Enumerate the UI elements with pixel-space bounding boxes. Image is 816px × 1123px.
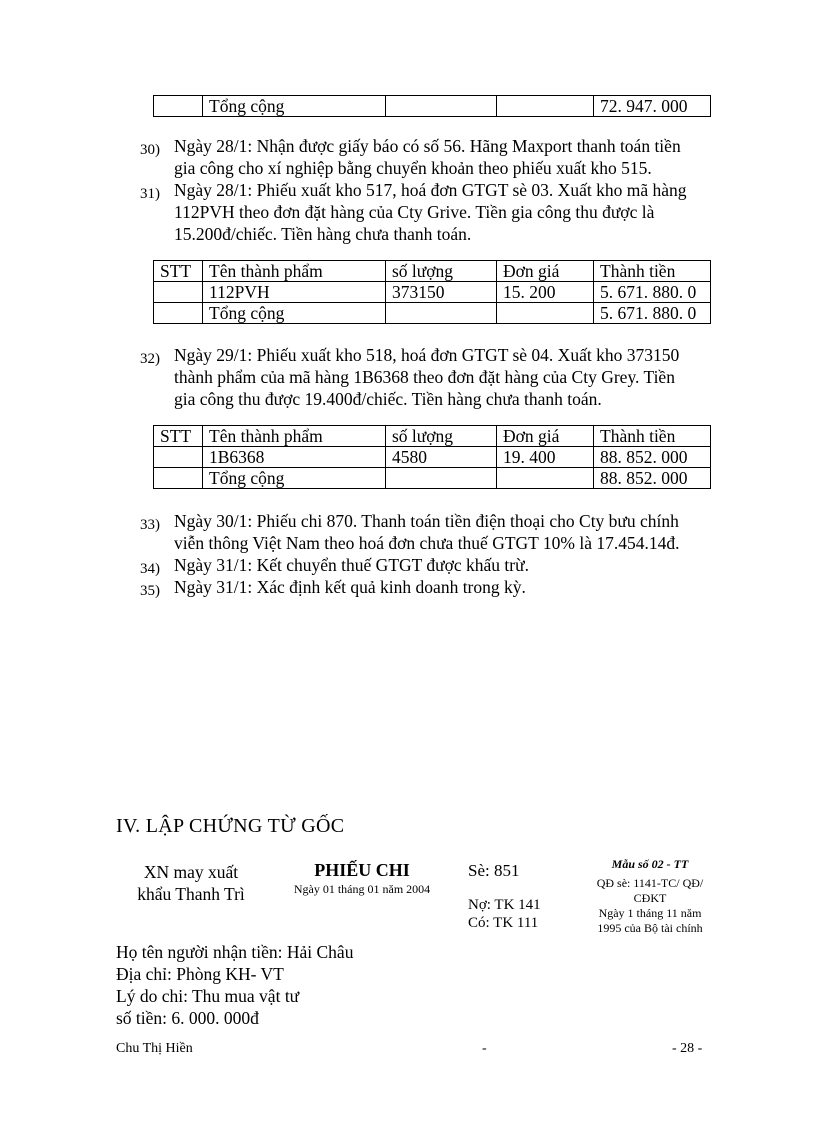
footer-dash: -	[482, 1041, 487, 1056]
table-112pvh	[153, 260, 711, 324]
item-number: 35)	[140, 583, 160, 599]
voucher-number: Sè: 851	[468, 861, 520, 880]
item-text-line: viễn thông Việt Nam theo hoá đơn chưa thuế GTGT 10% là 17.454.14đ.	[174, 533, 680, 553]
table-cell	[154, 96, 203, 117]
table-cell	[154, 468, 203, 489]
table-row-total	[154, 303, 711, 324]
table-cell	[386, 96, 497, 117]
table-cell	[386, 468, 497, 489]
column-header: Thành tiền	[594, 426, 711, 447]
table-cell: 112PVH	[203, 282, 386, 303]
table-row-total	[154, 468, 711, 489]
item-text-line: Ngày 28/1: Nhận được giấy báo có số 56. Hãng Maxport thanh toán tiền	[174, 136, 681, 156]
voucher-date: Ngày 01 tháng 01 năm 2004	[293, 882, 431, 896]
column-header: số lượng	[386, 426, 497, 447]
column-header: Tên thành phẩm	[203, 426, 386, 447]
voucher-amount: số tiền: 6. 000. 000đ	[116, 1008, 259, 1028]
table-1b6368	[153, 425, 711, 489]
table-row-total	[154, 96, 711, 117]
table-cell: 88. 852. 000	[594, 468, 711, 489]
item-text-line: Ngày 31/1: Xác định kết quả kinh doanh trong kỳ.	[174, 577, 526, 597]
table-cell: 19. 400	[497, 447, 594, 468]
item-text-line: gia công thu được 19.400đ/chiếc. Tiền hàng chưa thanh toán.	[174, 389, 602, 409]
item-text-line: gia công cho xí nghiệp bằng chuyển khoản theo phiếu xuất kho 515.	[174, 158, 652, 178]
voucher-form-number: Mẫu số 02 - TT	[611, 857, 689, 871]
table-cell	[154, 447, 203, 468]
section-title: IV. LẬP CHỨNG TỪ GỐC	[116, 815, 345, 837]
table-cell	[497, 303, 594, 324]
voucher-decision-line: CĐKT	[633, 891, 667, 905]
table-cell: Tổng cộng	[203, 468, 386, 489]
voucher-decision-line: 1995 của Bộ tài chính	[597, 921, 703, 935]
item-text-line: 112PVH theo đơn đặt hàng của Cty Grive. Tiền gia công thu được là	[174, 202, 655, 222]
column-header: Đơn giá	[497, 261, 594, 282]
voucher-reason: Lý do chi: Thu mua vật tư	[116, 986, 300, 1006]
voucher-title: PHIẾU CHI	[314, 860, 410, 880]
table-cell: Tổng cộng	[203, 96, 386, 117]
table-previous-total	[153, 95, 711, 117]
table-cell	[154, 303, 203, 324]
voucher-decision-line: QĐ sè: 1141-TC/ QĐ/	[596, 876, 704, 890]
footer-author: Chu Thị Hiền	[116, 1041, 193, 1056]
table-cell	[154, 282, 203, 303]
item-number: 33)	[140, 517, 160, 533]
table-cell	[497, 468, 594, 489]
item-text-line: thành phẩm của mã hàng 1B6368 theo đơn đặt hàng của Cty Grey. Tiền	[174, 367, 675, 387]
item-text-line: Ngày 28/1: Phiếu xuất kho 517, hoá đơn GTGT sè 03. Xuất kho mã hàng	[174, 180, 687, 200]
item-text-line: 15.200đ/chiếc. Tiền hàng chưa thanh toán.	[174, 224, 472, 244]
item-number: 34)	[140, 561, 160, 577]
table-cell: 72. 947. 000	[594, 96, 711, 117]
item-text-line: Ngày 29/1: Phiếu xuất kho 518, hoá đơn GTGT sè 04. Xuất kho 373150	[174, 345, 680, 365]
column-header: số lượng	[386, 261, 497, 282]
table-cell: 15. 200	[497, 282, 594, 303]
table-cell: 4580	[386, 447, 497, 468]
table-header-row	[154, 426, 711, 447]
voucher-form-block	[570, 857, 730, 936]
item-number: 30)	[140, 142, 160, 158]
column-header: Đơn giá	[497, 426, 594, 447]
table-header-row	[154, 261, 711, 282]
column-header: Tên thành phẩm	[203, 261, 386, 282]
item-number: 32)	[140, 351, 160, 367]
table-cell: 1B6368	[203, 447, 386, 468]
voucher-recipient: Họ tên người nhận tiền: Hải Châu	[116, 942, 354, 962]
item-number: 31)	[140, 186, 160, 202]
table-row	[154, 282, 711, 303]
table-cell: 88. 852. 000	[594, 447, 711, 468]
table-cell: Tổng cộng	[203, 303, 386, 324]
voucher-decision-line: Ngày 1 tháng 11 năm	[598, 906, 702, 920]
item-text-line: Ngày 31/1: Kết chuyển thuế GTGT được khấu trừ.	[174, 555, 529, 575]
voucher-credit: Có: TK 111	[468, 915, 539, 931]
table-cell	[497, 96, 594, 117]
voucher-debit: Nợ: TK 141	[468, 897, 541, 913]
voucher-title-block	[272, 859, 452, 897]
voucher-org-line: XN may xuất	[143, 862, 239, 882]
column-header: Thành tiền	[594, 261, 711, 282]
table-cell: 373150	[386, 282, 497, 303]
voucher-address: Địa chỉ: Phòng KH- VT	[116, 964, 284, 984]
table-row	[154, 447, 711, 468]
column-header: STT	[154, 261, 203, 282]
table-cell: 5. 671. 880. 0	[594, 303, 711, 324]
table-cell	[386, 303, 497, 324]
voucher-org-line: khẩu Thanh Trì	[137, 884, 245, 904]
voucher-org	[116, 861, 266, 905]
item-text-line: Ngày 30/1: Phiếu chi 870. Thanh toán tiền điện thoại cho Cty bưu chính	[174, 511, 679, 531]
table-cell: 5. 671. 880. 0	[594, 282, 711, 303]
column-header: STT	[154, 426, 203, 447]
footer-page-number: - 28 -	[672, 1041, 703, 1056]
